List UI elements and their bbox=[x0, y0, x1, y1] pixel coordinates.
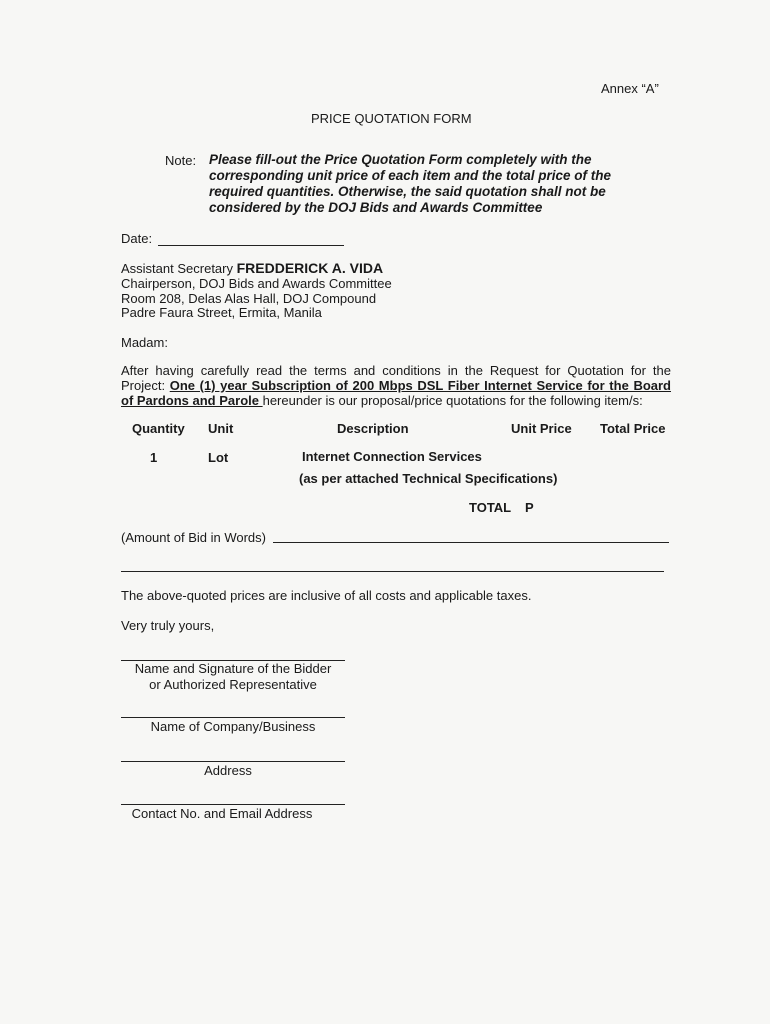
body-part-1: After having carefully read the terms and conditions in the Request for Quotation for the Project: bbox=[121, 363, 671, 393]
amount-in-words-line-2[interactable] bbox=[121, 571, 664, 572]
address-caption: Address bbox=[204, 763, 252, 778]
company-line[interactable] bbox=[121, 717, 345, 718]
row-quantity: 1 bbox=[150, 450, 158, 465]
company-caption: Name of Company/Business bbox=[150, 719, 316, 734]
row-unit: Lot bbox=[208, 450, 229, 465]
body-paragraph bbox=[121, 363, 671, 408]
addressee-name: FREDDERICK A. VIDA bbox=[236, 260, 384, 276]
name-signature-caption bbox=[120, 661, 346, 693]
form-title: PRICE QUOTATION FORM bbox=[311, 111, 472, 126]
project-title: One (1) year Subscription of 200 Mbps DSL Fiber Internet Service for the Board of Pardons and Parole bbox=[121, 378, 671, 408]
row-description: Internet Connection Services bbox=[302, 449, 482, 464]
addressee-line-1: Chairperson, DOJ Bids and Awards Committee bbox=[121, 276, 392, 291]
header-unit-price: Unit Price bbox=[511, 421, 572, 436]
addressee-name-line bbox=[121, 260, 383, 276]
header-quantity: Quantity bbox=[132, 421, 185, 436]
note-text: Please fill-out the Price Quotation Form completely with the corresponding unit price of each item and the total price of the required quantities. Otherwise, the said quotation shall not be considered by the DOJ Bids and Awards Committee bbox=[209, 152, 612, 215]
closing: Very truly yours, bbox=[121, 618, 215, 633]
inclusive-statement: The above-quoted prices are inclusive of all costs and applicable taxes. bbox=[121, 588, 532, 603]
salutation: Madam: bbox=[121, 335, 168, 350]
total-label: TOTAL bbox=[469, 500, 512, 515]
total-currency: P bbox=[525, 500, 534, 515]
addressee-line-3: Padre Faura Street, Ermita, Manila bbox=[121, 305, 322, 320]
header-unit: Unit bbox=[208, 421, 234, 436]
name-signature-caption-line-1: Name and Signature of the Bidder bbox=[134, 661, 332, 676]
header-total-price: Total Price bbox=[600, 421, 666, 436]
note-label: Note: bbox=[165, 153, 197, 168]
contact-caption: Contact No. and Email Address bbox=[131, 806, 313, 821]
addressee-prefix: Assistant Secretary bbox=[121, 261, 237, 276]
body-part-2: hereunder is our proposal/price quotations for the following item/s: bbox=[262, 393, 643, 408]
amount-in-words-label: (Amount of Bid in Words) bbox=[121, 530, 266, 545]
date-field-line[interactable] bbox=[158, 245, 344, 246]
addressee-line-2: Room 208, Delas Alas Hall, DOJ Compound bbox=[121, 291, 377, 306]
contact-line[interactable] bbox=[121, 804, 345, 805]
annex-label: Annex “A” bbox=[601, 81, 659, 96]
date-label: Date: bbox=[121, 231, 153, 246]
header-description: Description bbox=[337, 421, 409, 436]
address-line[interactable] bbox=[121, 761, 345, 762]
name-signature-caption-line-2: or Authorized Representative bbox=[149, 677, 317, 692]
row-description-sub: (as per attached Technical Specifications) bbox=[299, 471, 558, 486]
amount-in-words-line[interactable] bbox=[273, 542, 669, 543]
